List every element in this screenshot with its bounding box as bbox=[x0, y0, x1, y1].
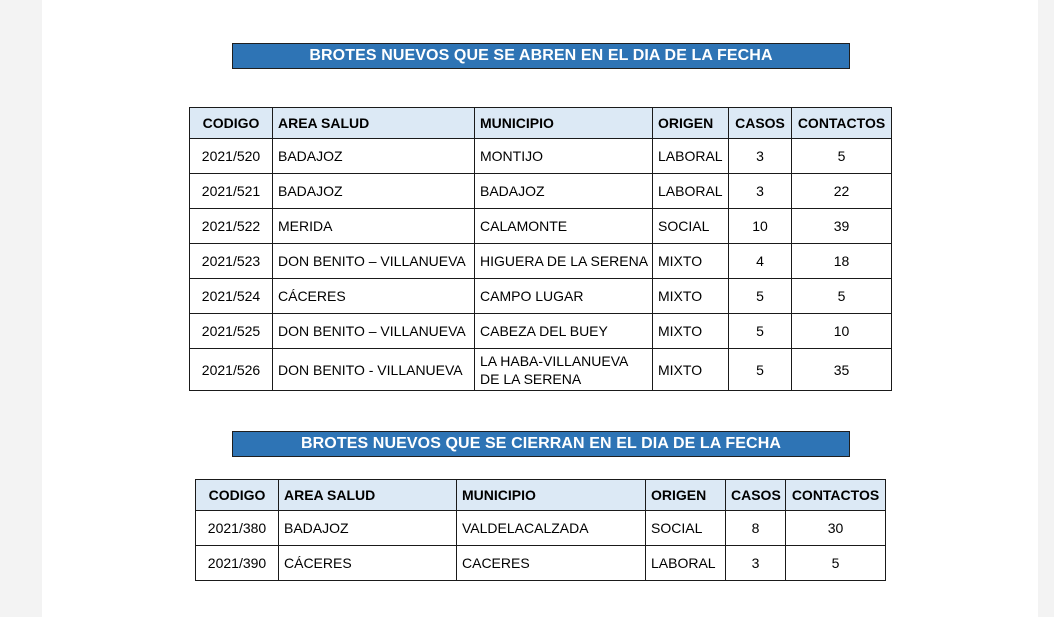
closed-outbreaks-title: BROTES NUEVOS QUE SE CIERRAN EN EL DIA DE LA FECHA bbox=[232, 431, 850, 457]
cell-contactos: 5 bbox=[786, 546, 886, 581]
cell-codigo: 2021/522 bbox=[190, 209, 273, 244]
cell-codigo: 2021/521 bbox=[190, 174, 273, 209]
open-outbreaks-table bbox=[189, 107, 892, 391]
cell-contactos: 10 bbox=[792, 314, 892, 349]
cell-casos: 5 bbox=[729, 279, 792, 314]
cell-area-salud: MERIDA bbox=[273, 209, 475, 244]
cell-area-salud: BADAJOZ bbox=[279, 511, 457, 546]
table-row bbox=[190, 279, 892, 314]
cell-origen: LABORAL bbox=[653, 139, 729, 174]
cell-contactos: 30 bbox=[786, 511, 886, 546]
closed-outbreaks-table bbox=[195, 479, 886, 581]
header-contactos: CONTACTOS bbox=[786, 480, 886, 511]
cell-origen: MIXTO bbox=[653, 244, 729, 279]
table-row bbox=[190, 314, 892, 349]
cell-codigo: 2021/520 bbox=[190, 139, 273, 174]
cell-contactos: 5 bbox=[792, 139, 892, 174]
table-row bbox=[190, 139, 892, 174]
cell-area-salud: BADAJOZ bbox=[273, 139, 475, 174]
cell-area-salud: DON BENITO – VILLANUEVA bbox=[273, 314, 475, 349]
cell-municipio: CABEZA DEL BUEY bbox=[475, 314, 653, 349]
header-contactos: CONTACTOS bbox=[792, 108, 892, 139]
cell-casos: 10 bbox=[729, 209, 792, 244]
header-origen: ORIGEN bbox=[653, 108, 729, 139]
cell-casos: 3 bbox=[729, 174, 792, 209]
cell-origen: SOCIAL bbox=[646, 511, 726, 546]
table-row bbox=[190, 174, 892, 209]
header-area-salud: AREA SALUD bbox=[273, 108, 475, 139]
cell-casos: 5 bbox=[729, 314, 792, 349]
cell-origen: MIXTO bbox=[653, 314, 729, 349]
open-outbreaks-title: BROTES NUEVOS QUE SE ABREN EN EL DIA DE LA FECHA bbox=[232, 43, 850, 69]
cell-origen: LABORAL bbox=[653, 174, 729, 209]
cell-municipio: MONTIJO bbox=[475, 139, 653, 174]
cell-origen: MIXTO bbox=[653, 279, 729, 314]
header-municipio: MUNICIPIO bbox=[475, 108, 653, 139]
cell-municipio: VALDELACALZADA bbox=[457, 511, 646, 546]
cell-municipio: CAMPO LUGAR bbox=[475, 279, 653, 314]
cell-casos: 8 bbox=[726, 511, 786, 546]
table-row bbox=[196, 511, 886, 546]
table-row bbox=[196, 546, 886, 581]
cell-contactos: 39 bbox=[792, 209, 892, 244]
cell-casos: 3 bbox=[726, 546, 786, 581]
cell-codigo: 2021/390 bbox=[196, 546, 279, 581]
cell-codigo: 2021/380 bbox=[196, 511, 279, 546]
header-area-salud: AREA SALUD bbox=[279, 480, 457, 511]
header-casos: CASOS bbox=[729, 108, 792, 139]
cell-municipio: CACERES bbox=[457, 546, 646, 581]
cell-area-salud: CÁCERES bbox=[273, 279, 475, 314]
table-header-row bbox=[196, 480, 886, 511]
cell-codigo: 2021/523 bbox=[190, 244, 273, 279]
cell-municipio: HIGUERA DE LA SERENA bbox=[475, 244, 653, 279]
header-codigo: CODIGO bbox=[190, 108, 273, 139]
cell-casos: 3 bbox=[729, 139, 792, 174]
table-header-row bbox=[190, 108, 892, 139]
header-codigo: CODIGO bbox=[196, 480, 279, 511]
cell-contactos: 18 bbox=[792, 244, 892, 279]
header-casos: CASOS bbox=[726, 480, 786, 511]
table-row bbox=[190, 349, 892, 391]
cell-origen: MIXTO bbox=[653, 349, 729, 391]
cell-codigo: 2021/526 bbox=[190, 349, 273, 391]
cell-codigo: 2021/525 bbox=[190, 314, 273, 349]
cell-origen: LABORAL bbox=[646, 546, 726, 581]
header-municipio: MUNICIPIO bbox=[457, 480, 646, 511]
cell-municipio: LA HABA-VILLANUEVA DE LA SERENA bbox=[475, 349, 653, 391]
header-origen: ORIGEN bbox=[646, 480, 726, 511]
document-page bbox=[42, 0, 1038, 617]
cell-municipio: CALAMONTE bbox=[475, 209, 653, 244]
cell-codigo: 2021/524 bbox=[190, 279, 273, 314]
cell-area-salud: DON BENITO - VILLANUEVA bbox=[273, 349, 475, 391]
cell-casos: 5 bbox=[729, 349, 792, 391]
cell-contactos: 5 bbox=[792, 279, 892, 314]
cell-area-salud: DON BENITO – VILLANUEVA bbox=[273, 244, 475, 279]
cell-municipio: BADAJOZ bbox=[475, 174, 653, 209]
cell-contactos: 22 bbox=[792, 174, 892, 209]
cell-area-salud: BADAJOZ bbox=[273, 174, 475, 209]
cell-contactos: 35 bbox=[792, 349, 892, 391]
cell-area-salud: CÁCERES bbox=[279, 546, 457, 581]
table-row bbox=[190, 244, 892, 279]
table-row bbox=[190, 209, 892, 244]
cell-origen: SOCIAL bbox=[653, 209, 729, 244]
cell-casos: 4 bbox=[729, 244, 792, 279]
